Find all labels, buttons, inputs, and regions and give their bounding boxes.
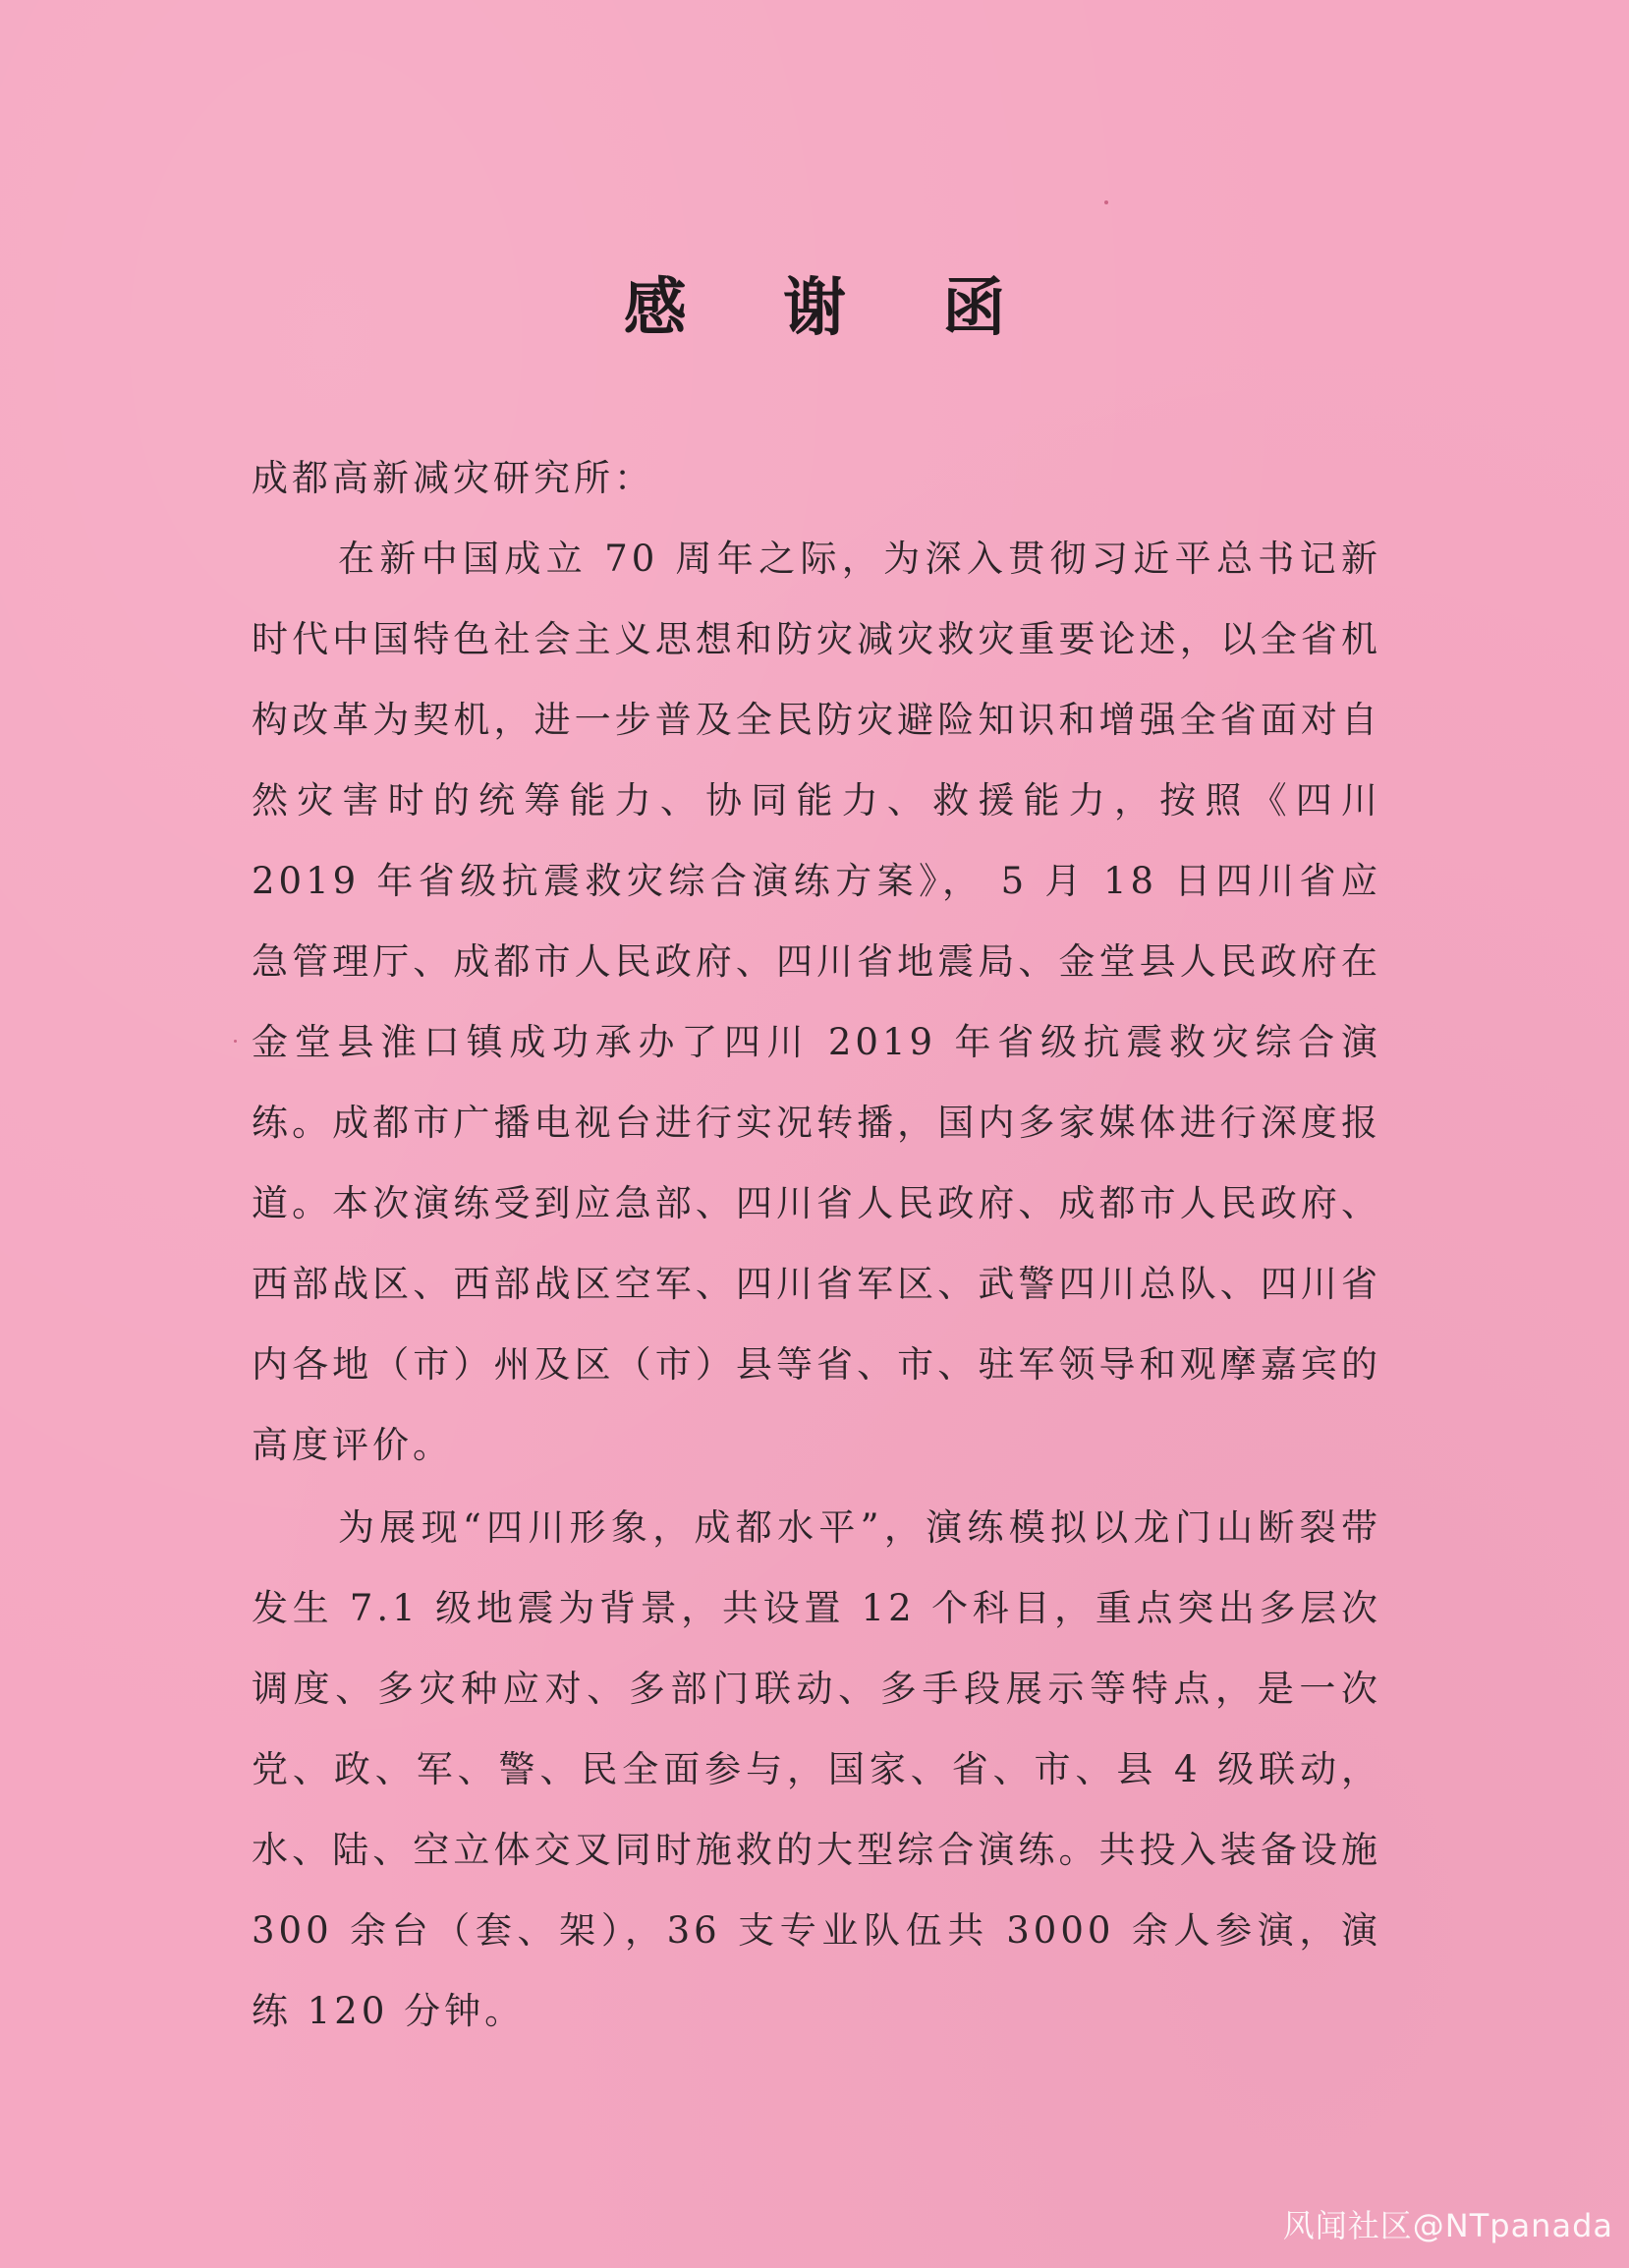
body-paragraph-1: 在新中国成立 70 周年之际，为深入贯彻习近平总书记新时代中国特色社会主义思想和防灾减灾救灾重要论述，以全省机构改革为契机，进一步普及全民防灾避险知识和增强全省面对自然灾害时的统筹能力、协同能力、救援能力，按照《四川 2019 年省级抗震救灾综合演练方案》， 5 月 18 日四川省应急管理厅、成都市人民政府、四川省地震局、金堂县人民政府在金堂县淮口镇成功承办了四川 2019 年省级抗震救灾综合演练。成都市广播电视台进行实况转播，国内多家媒体进行深度报道。本次演练受到应急部、四川省人民政府、成都市人民政府、西部战区、西部战区空军、四川省军区、武警四川总队、四川省内各地（市）州及区（市）县等省、市、驻军领导和观摩嘉宾的高度评价。 bbox=[252, 538, 1381, 1466]
watermark: 风闻社区@NTpanada bbox=[1282, 2207, 1613, 2244]
salutation: 成都高新减灾研究所： bbox=[252, 457, 654, 499]
paper-speck bbox=[234, 1040, 237, 1043]
document-title: 感 谢 函 bbox=[623, 271, 1043, 345]
paper-speck bbox=[1104, 200, 1108, 204]
body-paragraph-2: 为展现“四川形象，成都水平”，演练模拟以龙门山断裂带发生 7.1 级地震为背景，共设置 12 个科目，重点突出多层次调度、多灾种应对、多部门联动、多手段展示等特点，是一次党、政、军、警、民全面参与，国家、省、市、县 4 级联动，水、陆、空立体交叉同时施救的大型综合演练。共投入装备设施 300 余台（套、架），36 支专业队伍共 3000 余人参演，演练 120 分钟。 bbox=[252, 1506, 1381, 2032]
